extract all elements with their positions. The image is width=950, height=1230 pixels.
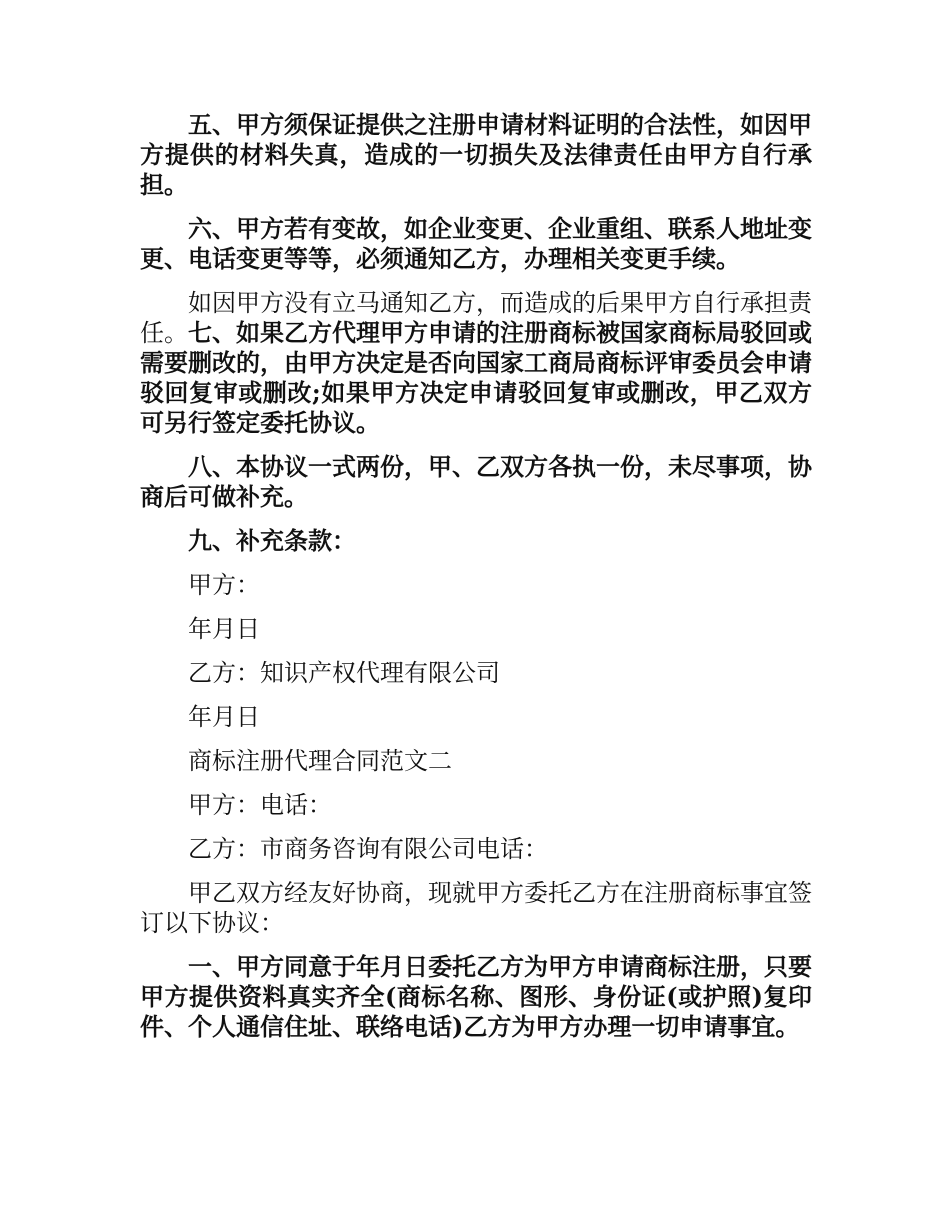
sample-two-title: 商标注册代理合同范文二	[188, 747, 452, 775]
clause-9-heading: 九、补充条款：	[188, 526, 356, 555]
document-page	[140, 110, 812, 1056]
party-a-date-line: 年月日	[188, 615, 260, 643]
clause-6-continuation-and-clause-7	[140, 288, 812, 438]
clause-1: 一、甲方同意于年月日委托乙方为甲方申请商标注册，只要甲方提供资料真实齐全(商标名称、图形、身份证(或护照)复印件、个人通信住址、联络电话)乙方为甲方办理一切申请事宜。	[140, 952, 812, 1041]
clause-6: 六、甲方若有变故，如企业变更、企业重组、联系人地址变更、电话变更等等，必须通知乙方，办理相关变更手续。	[140, 214, 812, 273]
party-a-signature-line: 甲方：	[188, 571, 260, 599]
clause-8: 八、本协议一式两份，甲、乙双方各执一份，未尽事项，协商后可做补充。	[140, 452, 812, 511]
party-b-phone-line: 乙方：市商务咨询有限公司电话：	[188, 835, 548, 863]
agreement-intro: 甲乙双方经友好协商，现就甲方委托乙方在注册商标事宜签订以下协议：	[140, 879, 812, 937]
clause-6-continuation: 如因甲方没有立马通知乙方，而造成的后果甲方自行承担责任。	[140, 289, 812, 347]
party-b-signature-line: 乙方：知识产权代理有限公司	[188, 659, 500, 687]
clause-5: 五、甲方须保证提供之注册申请材料证明的合法性，如因甲方提供的材料失真，造成的一切损失及法律责任由甲方自行承担。	[140, 110, 812, 199]
party-b-date-line: 年月日	[188, 703, 260, 731]
clause-7: 七、如果乙方代理甲方申请的注册商标被国家商标局驳回或需要删改的，由甲方决定是否向国家工商局商标评审委员会申请驳回复审或删改;如果甲方决定申请驳回复审或删改，甲乙双方可另行签定委托协议。	[140, 318, 812, 437]
party-a-phone-line: 甲方：电话：	[188, 791, 332, 819]
